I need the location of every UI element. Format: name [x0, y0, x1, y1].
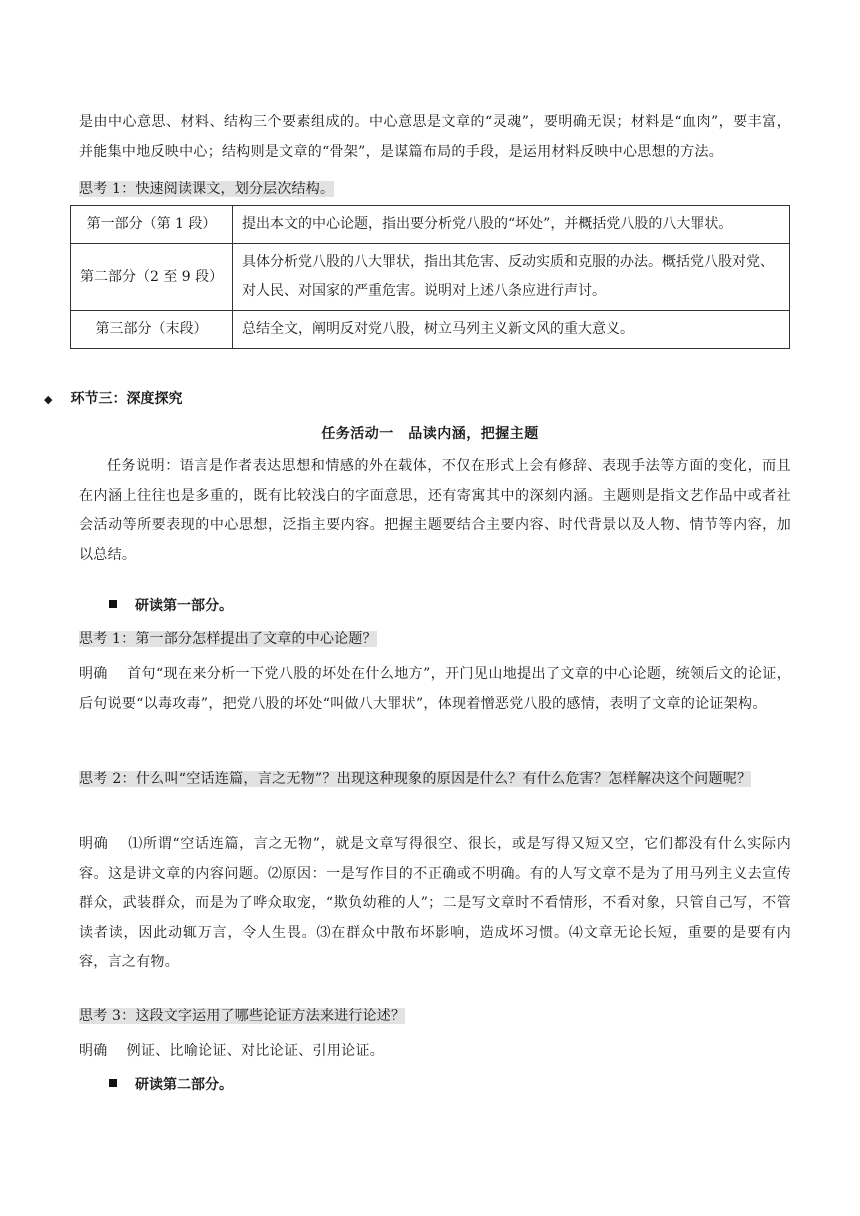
bullet-heading-1-text: 研读第一部分。 — [135, 598, 233, 614]
question-1-wrap — [79, 628, 377, 650]
bullet-heading-2 — [109, 1073, 233, 1097]
think-structure-wrap — [79, 178, 334, 200]
task-description: 任务说明：语言是作者表达思想和情感的外在载体，不仅在形式上会有修辞、表现手法等方面的变化，而且在内涵上往往也是多重的，既有比较浅白的字面意思，还有寄寓其中的深刻内涵。主题则是指文艺作品中或者社会活动等所要表现的中心思想，泛指主要内容。把握主题要结合主要内容、时代背景以及人物、情节等内容，加以总结。 — [79, 458, 791, 563]
table-cell-part: 第三部分（末段） — [71, 311, 233, 349]
answer-3: 明确 例证、比喻论证、对比论证、引用论证。 — [79, 1043, 385, 1059]
answer-2: 明确 ⑴所谓“空话连篇，言之无物”，就是文章写得很空、很长，或是写得又短又空，它们都没有什么实际内容。这是讲文章的内容问题。⑵原因：一是写作目的不正确或不明确。有的人写文章不是为了用马列主义去宣传群众，武装群众，而是为了哗众取宠，“欺负幼稚的人”；二是写文章时不看情形，不看对象，只管自己写，不管读者读，因此动辄万言，令人生畏。⑶在群众中散布坏影响，造成坏习惯。⑷文章无论长短，重要的是要有内容，言之有物。 — [79, 836, 791, 970]
intro-paragraph: 是由中心意思、材料、结构三个要素组成的。中心意思是文章的“灵魂”，要明确无误；材料是“血肉”，要丰富，并能集中地反映中心；结构则是文章的“骨架”，是谋篇布局的手段，是运用材料反映中心思想的方法。 — [79, 114, 791, 160]
answer-1: 明确 首句“现在来分析一下党八股的坏处在什么地方”，开门见山地提出了文章的中心论题，统领后文的论证，后句说要“以毒攻毒”，把党八股的坏处“叫做八大罪状”，体现着憎恶党八股的感情，表明了文章的论证架构。 — [79, 666, 791, 712]
table-cell-content: 总结全文，阐明反对党八股，树立马列主义新文风的重大意义。 — [233, 311, 790, 349]
table-cell-content: 提出本文的中心论题，指出要分析党八股的“坏处”，并概括党八股的八大罪状。 — [233, 206, 790, 244]
table-row — [71, 206, 790, 244]
table-cell-part: 第二部分（2 至 9 段） — [71, 244, 233, 311]
bullet-heading-2-text: 研读第二部分。 — [135, 1077, 233, 1093]
question-3: 思考 3：这段文字运用了哪些论证方法来进行论述？ — [79, 1008, 406, 1024]
diamond-bullet-icon: ◆ — [44, 393, 53, 406]
table-row — [71, 244, 790, 311]
question-3-wrap — [79, 1005, 405, 1027]
section-heading-text: 环节三：深度探究 — [70, 391, 183, 407]
question-2: 思考 2：什么叫“空话连篇，言之无物”？出现这种现象的原因是什么？有什么危害？怎样解决这个问题呢？ — [79, 771, 752, 787]
square-bullet-icon — [109, 600, 117, 608]
square-bullet-icon — [109, 1079, 117, 1087]
think-structure-question: 思考 1：快速阅读课文，划分层次结构。 — [79, 181, 335, 197]
question-1: 思考 1：第一部分怎样提出了文章的中心论题？ — [79, 631, 377, 647]
question-2-wrap — [79, 764, 791, 794]
structure-table — [70, 205, 790, 349]
table-row — [71, 311, 790, 349]
section-heading — [44, 386, 182, 413]
table-cell-content: 具体分析党八股的八大罪状，指出其危害、反动实质和克服的办法。概括党八股对党、对人民、对国家的严重危害。说明对上述八条应进行声讨。 — [233, 244, 790, 311]
task-title: 任务活动一 品读内涵，把握主题 — [321, 426, 539, 442]
table-cell-part: 第一部分（第 1 段） — [71, 206, 233, 244]
bullet-heading-1 — [109, 594, 233, 618]
